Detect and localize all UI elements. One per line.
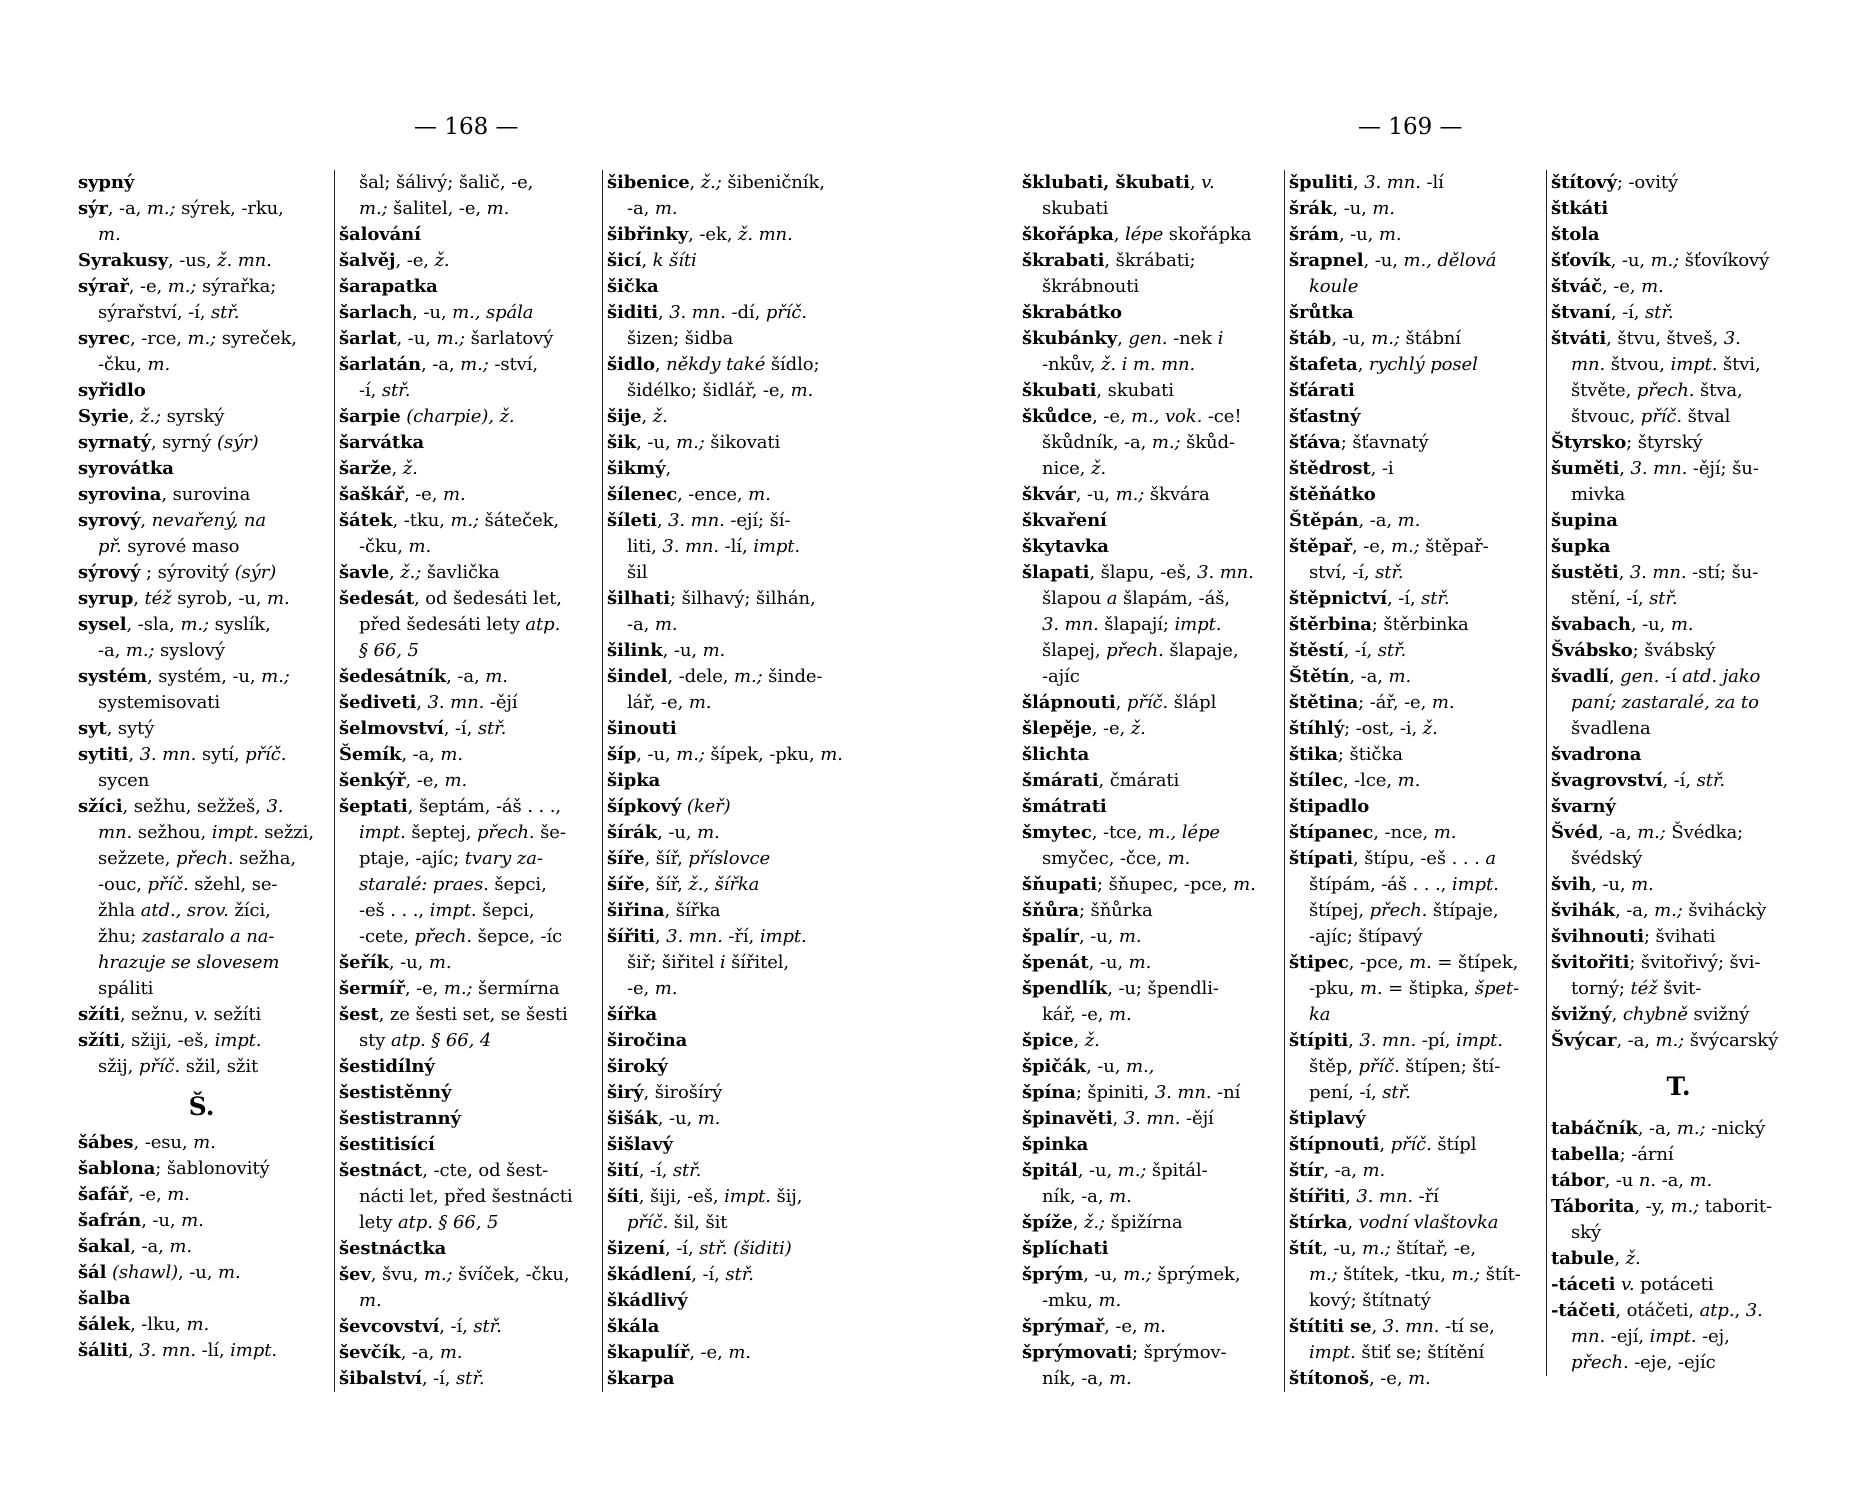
entry-line: Švábsko; švábský — [1551, 640, 1716, 661]
entry-line: šáliti, 3. mn. -lí, impt. — [78, 1340, 277, 1361]
entry-line: štváč, -e, m. — [1551, 276, 1664, 297]
entry-line: šablona; šablonovitý — [78, 1158, 270, 1179]
entry-continuation: šal; šálivý; šalič, -e, — [359, 172, 534, 193]
entry-line: šití, -í, stř. — [607, 1160, 702, 1181]
entry-continuation: šiř; šiřitel i šířitel, — [627, 952, 790, 973]
entry-line: špinka — [1022, 1134, 1089, 1155]
entry-line: syrovina, surovina — [78, 484, 251, 505]
entry-continuation: -í, stř. — [359, 380, 411, 401]
entry-line: škapulíř, -e, m. — [607, 1342, 751, 1363]
entry-continuation: -a, m.; syslový — [98, 640, 225, 661]
entry-continuation: -cete, přech. šepce, -íc — [359, 926, 563, 947]
page-number: — 168 — — [414, 114, 519, 140]
entry-line: šalba — [78, 1288, 131, 1309]
entry-line: tabáčník, -a, m.; -nický — [1551, 1118, 1766, 1139]
entry-line: tábor, -u n. -a, m. — [1551, 1170, 1713, 1191]
entry-continuation: m.; štítek, -tku, m.; štít- — [1309, 1264, 1521, 1285]
entry-line: štír, -a, m. — [1289, 1160, 1386, 1181]
entry-line: šrák, -u, m. — [1289, 198, 1395, 219]
entry-line: špitál, -u, m.; špitál- — [1022, 1160, 1208, 1181]
entry-continuation: m.; šalitel, -e, m. — [359, 198, 510, 219]
entry-line: Štětín, -a, m. — [1289, 666, 1412, 687]
entry-continuation: štípej, přech. štípaje, — [1309, 900, 1499, 921]
entry-line: šeřík, -u, m. — [339, 952, 452, 973]
entry-continuation: šidélko; šidlář, -e, m. — [627, 380, 814, 401]
entry-line: šalvěj, -e, ž. — [339, 250, 450, 271]
column-1 — [78, 170, 325, 1364]
entry-line: štědrost, -i — [1289, 458, 1394, 479]
entry-line: šafrán, -u, m. — [78, 1210, 204, 1231]
entry-line: šlapati, šlapu, -eš, 3. mn. — [1022, 562, 1254, 583]
entry-line: šíleti, 3. mn. -ejí; ší- — [607, 510, 791, 531]
entry-continuation: škrábnouti — [1042, 276, 1140, 297]
entry-continuation: -ouc, příč. sžehl, se- — [98, 874, 278, 895]
entry-line: šest, ze šesti set, se šesti — [339, 1004, 568, 1025]
entry-line: šibalství, -í, stř. — [339, 1368, 485, 1389]
entry-line: šišák, -u, m. — [607, 1108, 721, 1129]
entry-continuation: sty atp. § 66, 4 — [359, 1030, 492, 1051]
entry-line: škubati, skubati — [1022, 380, 1174, 401]
entry-line: sžíti, sžiji, -eš, impt. — [78, 1030, 262, 1051]
entry-line: šelmovství, -í, stř. — [339, 718, 507, 739]
entry-line: švagrovství, -í, stř. — [1551, 770, 1725, 791]
entry-line: šarlatán, -a, m.; -ství, — [339, 354, 538, 375]
entry-line: šediveti, 3. mn. -ějí — [339, 692, 518, 713]
entry-line: štěňátko — [1289, 484, 1376, 505]
entry-continuation: nácti let, před šestnácti — [359, 1186, 573, 1207]
entry-line: škvaření — [1022, 510, 1107, 531]
entry-continuation: -pku, m. = štipka, špet- — [1309, 978, 1520, 999]
entry-line: švihnouti; švihati — [1551, 926, 1716, 947]
entry-line: syrec, -rce, m.; syreček, — [78, 328, 297, 349]
entry-continuation: ník, -a, m. — [1042, 1186, 1132, 1207]
entry-line: šibenice, ž.; šibeničník, — [607, 172, 825, 193]
entry-continuation: smyčec, -čce, m. — [1042, 848, 1191, 869]
letter-heading: Š. — [188, 1092, 215, 1121]
entry-line: ševčík, -a, m. — [339, 1342, 463, 1363]
entry-line: systém, systém, -u, m.; — [78, 666, 290, 687]
entry-line: štípiti, 3. mn. -pí, impt. — [1289, 1030, 1503, 1051]
entry-line: štíhlý; -ost, -i, ž. — [1289, 718, 1438, 739]
entry-line: škvár, -u, m.; škvára — [1022, 484, 1210, 505]
entry-line: syrovátka — [78, 458, 174, 479]
entry-line: šlichta — [1022, 744, 1090, 765]
entry-continuation: pení, -í, stř. — [1309, 1082, 1411, 1103]
entry-line: škádlení, -í, stř. — [607, 1264, 754, 1285]
entry-line: šipka — [607, 770, 661, 791]
entry-line: štěrbina; štěrbinka — [1289, 614, 1469, 635]
entry-line: -táceti v. potáceti — [1551, 1274, 1714, 1295]
entry-line: šarapatka — [339, 276, 438, 297]
entry-continuation: -a, m. — [627, 198, 678, 219]
entry-line: štiplavý — [1289, 1108, 1366, 1129]
entry-line: šklubati, škubati, v. — [1022, 172, 1215, 193]
entry-continuation: šlapej, přech. šlapaje, — [1042, 640, 1239, 661]
entry-line: šestidílný — [339, 1056, 435, 1077]
entry-continuation: § 66, 5 — [359, 640, 419, 661]
entry-line: šíře, šíř, ž., šířka — [607, 874, 760, 895]
entry-line: syřidlo — [78, 380, 146, 401]
entry-continuation: stění, -í, stř. — [1571, 588, 1678, 609]
entry-line: šlápnouti, příč. šlápl — [1022, 692, 1217, 713]
entry-line: štítonoš, -e, m. — [1289, 1368, 1431, 1389]
column-2 — [1284, 170, 1543, 1392]
entry-line: šalování — [339, 224, 421, 245]
entry-line: šťárati — [1289, 380, 1355, 401]
entry-line: švadrona — [1551, 744, 1642, 765]
entry-continuation: torný; též švit- — [1571, 978, 1702, 999]
entry-line: šmytec, -tce, m., lépe — [1022, 822, 1220, 843]
entry-line: štola — [1551, 224, 1600, 245]
entry-continuation: paní; zastaralé, za to — [1571, 692, 1759, 713]
entry-line: škůdce, -e, m., vok. -ce! — [1022, 406, 1242, 427]
entry-continuation: mn. sežhou, impt. sežzi, — [98, 822, 314, 843]
entry-continuation: -e, m. — [627, 978, 678, 999]
entry-line: šátek, -tku, m.; šáteček, — [339, 510, 560, 531]
entry-continuation: -čku, m. — [359, 536, 432, 557]
entry-line: šupka — [1551, 536, 1611, 557]
entry-line: šiřina, šířka — [607, 900, 721, 921]
entry-continuation: sžij, příč. sžil, sžit — [98, 1056, 259, 1077]
entry-continuation: šizen; šidba — [627, 328, 734, 349]
entry-continuation: kář, -e, m. — [1042, 1004, 1132, 1025]
entry-continuation: ka — [1309, 1004, 1331, 1025]
entry-continuation: štvouc, příč. štval — [1571, 406, 1731, 427]
entry-continuation: mn. štvou, impt. štvi, — [1571, 354, 1761, 375]
entry-continuation: příč. šil, šit — [627, 1212, 728, 1233]
entry-continuation: štěp, příč. štípen; ští- — [1309, 1056, 1501, 1077]
entry-line: širý, širošírý — [607, 1082, 723, 1103]
entry-line: štítiti se, 3. mn. -tí se, — [1289, 1316, 1495, 1337]
entry-line: štafeta, rychlý posel — [1289, 354, 1478, 375]
entry-line: šířka — [607, 1004, 658, 1025]
entry-line: štítový; -ovitý — [1551, 172, 1679, 193]
entry-line: šidlo, někdy také šídlo; — [607, 354, 820, 375]
entry-line: šikmý, — [607, 458, 672, 479]
entry-line: škádlivý — [607, 1290, 688, 1311]
entry-line: sypný — [78, 172, 135, 193]
entry-line: -táčeti, otáčeti, atp., 3. — [1551, 1300, 1763, 1321]
entry-continuation: mn. -ejí, impt. -ej, — [1571, 1326, 1730, 1347]
entry-line: šedesátník, -a, m. — [339, 666, 508, 687]
entry-line: šťáva; šťavnatý — [1289, 432, 1429, 453]
entry-continuation: ský — [1571, 1222, 1602, 1243]
entry-line: šarlat, -u, m.; šarlatový — [339, 328, 554, 349]
entry-continuation: impt. štiť se; štítění — [1309, 1342, 1485, 1363]
entry-line: švih, -u, m. — [1551, 874, 1654, 895]
entry-line: Táborita, -y, m.; taborit- — [1551, 1196, 1772, 1217]
entry-line: šprýmovati; šprýmov- — [1022, 1342, 1227, 1363]
entry-line: škarpa — [607, 1368, 675, 1389]
entry-continuation: žhla atd., srov. žíci, — [98, 900, 271, 921]
entry-line: štípati, štípu, -eš . . . a — [1289, 848, 1496, 869]
entry-line: šestitisící — [339, 1134, 435, 1155]
entry-continuation: systemisovati — [98, 692, 221, 713]
entry-line: šestnáct, -cte, od šest- — [339, 1160, 549, 1181]
entry-line: syrnatý, syrný (sýr) — [78, 432, 259, 453]
entry-line: širočina — [607, 1030, 688, 1051]
entry-line: šizení, -í, stř. (šiditi) — [607, 1238, 792, 1259]
entry-line: šprým, -u, m.; šprýmek, — [1022, 1264, 1241, 1285]
entry-line: špice, ž. — [1022, 1030, 1100, 1051]
entry-continuation: sycen — [98, 770, 150, 791]
entry-continuation: staralé: praes. šepci, — [359, 874, 547, 895]
entry-continuation: liti, 3. mn. -lí, impt. — [627, 536, 801, 557]
letter-heading: T. — [1666, 1072, 1691, 1101]
entry-line: štípanec, -nce, m. — [1289, 822, 1457, 843]
entry-line: sýrový ; sýrovitý (sýr) — [78, 562, 277, 583]
entry-line: štětina; -ář, -e, m. — [1289, 692, 1455, 713]
entry-continuation: spáliti — [98, 978, 154, 999]
entry-continuation: hrazuje se slovesem — [98, 952, 280, 973]
entry-line: špalír, -u, m. — [1022, 926, 1142, 947]
entry-continuation: šil — [627, 562, 648, 583]
entry-line: škytavka — [1022, 536, 1109, 557]
entry-line: štipec, -pce, m. = štípek, — [1289, 952, 1519, 973]
entry-line: šaškář, -e, m. — [339, 484, 466, 505]
entry-line: šuměti, 3. mn. -ějí; šu- — [1551, 458, 1759, 479]
entry-continuation: lety atp. § 66, 5 — [359, 1212, 499, 1233]
entry-line: švižný, chybně svižný — [1551, 1004, 1750, 1025]
entry-line: šťovík, -u, m.; šťovíkový — [1551, 250, 1770, 271]
entry-line: Syrie, ž.; syrský — [78, 406, 225, 427]
entry-line: švitořiti; švitořivý; švi- — [1551, 952, 1761, 973]
entry-line: Švýcar, -a, m.; švýcarský — [1551, 1030, 1779, 1051]
entry-continuation: -ajíc — [1042, 666, 1080, 687]
entry-continuation: mivka — [1571, 484, 1626, 505]
entry-line: sytiti, 3. mn. sytí, příč. — [78, 744, 287, 765]
entry-line: sýrař, -e, m.; sýrařka; — [78, 276, 277, 297]
entry-line: šilhati; šilhavý; šilhán, — [607, 588, 816, 609]
entry-line: šupina — [1551, 510, 1618, 531]
entry-line: švarný — [1551, 796, 1616, 817]
entry-line: šábes, -esu, m. — [78, 1132, 216, 1153]
entry-line: šestistěnný — [339, 1082, 452, 1103]
entry-line: špičák, -u, m., — [1022, 1056, 1155, 1077]
entry-continuation: šlapou a šlapám, -áš, — [1042, 588, 1231, 609]
entry-line: štířiti, 3. mn. -ří — [1289, 1186, 1439, 1207]
entry-continuation: ství, -í, stř. — [1309, 562, 1404, 583]
entry-line: šev, švu, m.; švíček, -čku, — [339, 1264, 570, 1285]
entry-continuation: impt. šeptej, přech. še- — [359, 822, 566, 843]
entry-line: šrám, -u, m. — [1289, 224, 1402, 245]
entry-line: štít, -u, m.; štítař, -e, — [1289, 1238, 1476, 1259]
entry-line: sžíci, sežhu, sežžeš, 3. — [78, 796, 284, 817]
entry-continuation: ník, -a, m. — [1042, 1368, 1132, 1389]
entry-line: šňupati; šňupec, -pce, m. — [1022, 874, 1256, 895]
entry-line: štěpař, -e, m.; štěpař- — [1289, 536, 1489, 557]
entry-line: Šemík, -a, m. — [339, 744, 464, 765]
entry-continuation: přech. -eje, -ejíc — [1571, 1352, 1716, 1373]
entry-line: štáb, -u, m.; štábní — [1289, 328, 1461, 349]
entry-line: škála — [607, 1316, 660, 1337]
column-3 — [602, 170, 869, 1392]
entry-continuation: -čku, m. — [98, 354, 171, 375]
entry-line: šprýmař, -e, m. — [1022, 1316, 1166, 1337]
entry-line: špendlík, -u; špendli- — [1022, 978, 1219, 999]
entry-line: sžíti, sežnu, v. sežíti — [78, 1004, 262, 1025]
entry-continuation: m. — [98, 224, 121, 245]
entry-line: šrapnel, -u, m., dělová — [1289, 250, 1497, 271]
entry-line: štipadlo — [1289, 796, 1370, 817]
entry-line: šije, ž. — [607, 406, 668, 427]
entry-line: šílenec, -ence, m. — [607, 484, 771, 505]
entry-line: švabach, -u, m. — [1551, 614, 1694, 635]
entry-line: šiditi, 3. mn. -dí, příč. — [607, 302, 808, 323]
page-number: — 169 — — [1358, 114, 1463, 140]
entry-continuation: ptaje, -ajíc; tvary za- — [359, 848, 543, 869]
entry-line: šíp, -u, m.; šípek, -pku, m. — [607, 744, 843, 765]
entry-line: šál (shawl), -u, m. — [78, 1262, 241, 1283]
entry-line: syrup, též syrob, -u, m. — [78, 588, 290, 609]
entry-continuation: skubati — [1042, 198, 1109, 219]
entry-continuation: -eš . . ., impt. šepci, — [359, 900, 535, 921]
column-3 — [1546, 170, 1806, 1376]
entry-line: šplíchati — [1022, 1238, 1109, 1259]
entry-line: šíře, šíř, příslovce — [607, 848, 771, 869]
entry-line: šarpie (charpie), ž. — [339, 406, 515, 427]
entry-line: šlepěje, -e, ž. — [1022, 718, 1146, 739]
column-1 — [1022, 170, 1273, 1392]
entry-line: špíže, ž.; špižírna — [1022, 1212, 1183, 1233]
entry-line: špuliti, 3. mn. -lí — [1289, 172, 1444, 193]
entry-line: škrabátko — [1022, 302, 1122, 323]
entry-line: šálek, -lku, m. — [78, 1314, 210, 1335]
entry-line: štváti, štvu, štveš, 3. — [1551, 328, 1741, 349]
entry-line: šípkový (keř) — [607, 796, 731, 817]
entry-line: šestnáctka — [339, 1238, 447, 1259]
entry-continuation: štípám, -áš . . ., impt. — [1309, 874, 1499, 895]
entry-line: šarže, ž. — [339, 458, 418, 479]
entry-line: švihák, -a, m.; šviháckỳ — [1551, 900, 1767, 921]
entry-line: šindel, -dele, m.; šinde- — [607, 666, 823, 687]
entry-line: šmárati, čmárati — [1022, 770, 1180, 791]
entry-line: švadlí, gen. -í atd. jako — [1551, 666, 1761, 687]
entry-continuation: škůdník, -a, m.; škůd- — [1042, 432, 1235, 453]
entry-line: štvaní, -í, stř. — [1551, 302, 1674, 323]
entry-line: šilink, -u, m. — [607, 640, 726, 661]
entry-line: šířiti, 3. mn. -ří, impt. — [607, 926, 807, 947]
entry-line: šírák, -u, m. — [607, 822, 720, 843]
entry-line: šmátrati — [1022, 796, 1107, 817]
entry-line: štírka, vodní vlaštovka — [1289, 1212, 1499, 1233]
entry-continuation: -a, m. — [627, 614, 678, 635]
entry-line: špína; špiniti, 3. mn. -ní — [1022, 1082, 1241, 1103]
entry-line: Syrakusy, -us, ž. mn. — [78, 250, 272, 271]
entry-continuation: př. syrové maso — [98, 536, 240, 557]
entry-line: šestistranný — [339, 1108, 461, 1129]
entry-line: škořápka, lépe skořápka — [1022, 224, 1252, 245]
entry-line: šedesát, od šedesáti let, — [339, 588, 562, 609]
entry-line: Štyrsko; štyrský — [1551, 432, 1703, 453]
entry-continuation: sýrařství, -í, stř. — [98, 302, 240, 323]
entry-line: Štěpán, -a, m. — [1289, 510, 1421, 531]
entry-continuation: m. — [359, 1290, 382, 1311]
entry-line: šavle, ž.; šavlička — [339, 562, 500, 583]
entry-line: tabella; -ární — [1551, 1144, 1674, 1165]
page-right — [933, 0, 1866, 1500]
entry-continuation: před šedesáti lety atp. — [359, 614, 561, 635]
entry-line: ševcovství, -í, stř. — [339, 1316, 502, 1337]
entry-line: štkáti — [1551, 198, 1609, 219]
entry-line: šustěti, 3. mn. -stí; šu- — [1551, 562, 1759, 583]
entry-line: škrabati, škrábati; — [1022, 250, 1196, 271]
entry-line: štěpnictví, -í, stř. — [1289, 588, 1450, 609]
entry-continuation: -mku, m. — [1042, 1290, 1122, 1311]
entry-line: šička — [607, 276, 659, 297]
entry-continuation: -ajíc; štípavý — [1309, 926, 1423, 947]
entry-line: šik, -u, m.; šikovati — [607, 432, 781, 453]
entry-line: štípnouti, příč. štípl — [1289, 1134, 1477, 1155]
entry-line: šenkýř, -e, m. — [339, 770, 468, 791]
entry-continuation: žhu; zastaralo a na- — [98, 926, 275, 947]
entry-line: štěstí, -í, stř. — [1289, 640, 1407, 661]
entry-continuation: -nkův, ž. i m. mn. — [1042, 354, 1196, 375]
entry-line: šeptati, šeptám, -áš . . ., — [339, 796, 562, 817]
entry-continuation: 3. mn. šlapají; impt. — [1042, 614, 1222, 635]
entry-line: špenát, -u, m. — [1022, 952, 1152, 973]
entry-line: šarlach, -u, m., spála — [339, 302, 534, 323]
entry-continuation: lář, -e, m. — [627, 692, 712, 713]
entry-line: sýr, -a, m.; sýrek, -rku, — [78, 198, 284, 219]
entry-continuation: štvěte, přech. štva, — [1571, 380, 1743, 401]
entry-line: syt, sytý — [78, 718, 155, 739]
entry-line: šermíř, -e, m.; šermírna — [339, 978, 560, 999]
entry-line: Švéd, -a, m.; Švédka; — [1551, 822, 1744, 843]
entry-line: šakal, -a, m. — [78, 1236, 192, 1257]
entry-line: štika; štička — [1289, 744, 1403, 765]
entry-line: syrový, nevařený, na — [78, 510, 266, 531]
entry-line: špinavěti, 3. mn. -ějí — [1022, 1108, 1214, 1129]
entry-line: šišlavý — [607, 1134, 673, 1155]
entry-continuation: švadlena — [1571, 718, 1651, 739]
entry-continuation: nice, ž. — [1042, 458, 1106, 479]
entry-line: štílec, -lce, m. — [1289, 770, 1421, 791]
entry-line: šíti, šiji, -eš, impt. šij, — [607, 1186, 803, 1207]
entry-line: šibřinky, -ek, ž. mn. — [607, 224, 793, 245]
entry-line: šrůtka — [1289, 302, 1354, 323]
entry-line: škubánky, gen. -nek i — [1022, 328, 1224, 349]
entry-line: široký — [607, 1056, 668, 1077]
entry-line: tabule, ž. — [1551, 1248, 1641, 1269]
entry-continuation: kový; štítnatý — [1309, 1290, 1431, 1311]
entry-line: šicí, k šíti — [607, 250, 697, 271]
entry-continuation: sežzete, přech. sežha, — [98, 848, 296, 869]
entry-line: šťastný — [1289, 406, 1361, 427]
column-2 — [334, 170, 594, 1392]
entry-line: šafář, -e, m. — [78, 1184, 190, 1205]
entry-line: sysel, -sla, m.; syslík, — [78, 614, 271, 635]
entry-line: šňůra; šňůrka — [1022, 900, 1153, 921]
entry-continuation: švédský — [1571, 848, 1643, 869]
entry-line: šinouti — [607, 718, 677, 739]
entry-line: šarvátka — [339, 432, 425, 453]
entry-continuation: koule — [1309, 276, 1359, 297]
